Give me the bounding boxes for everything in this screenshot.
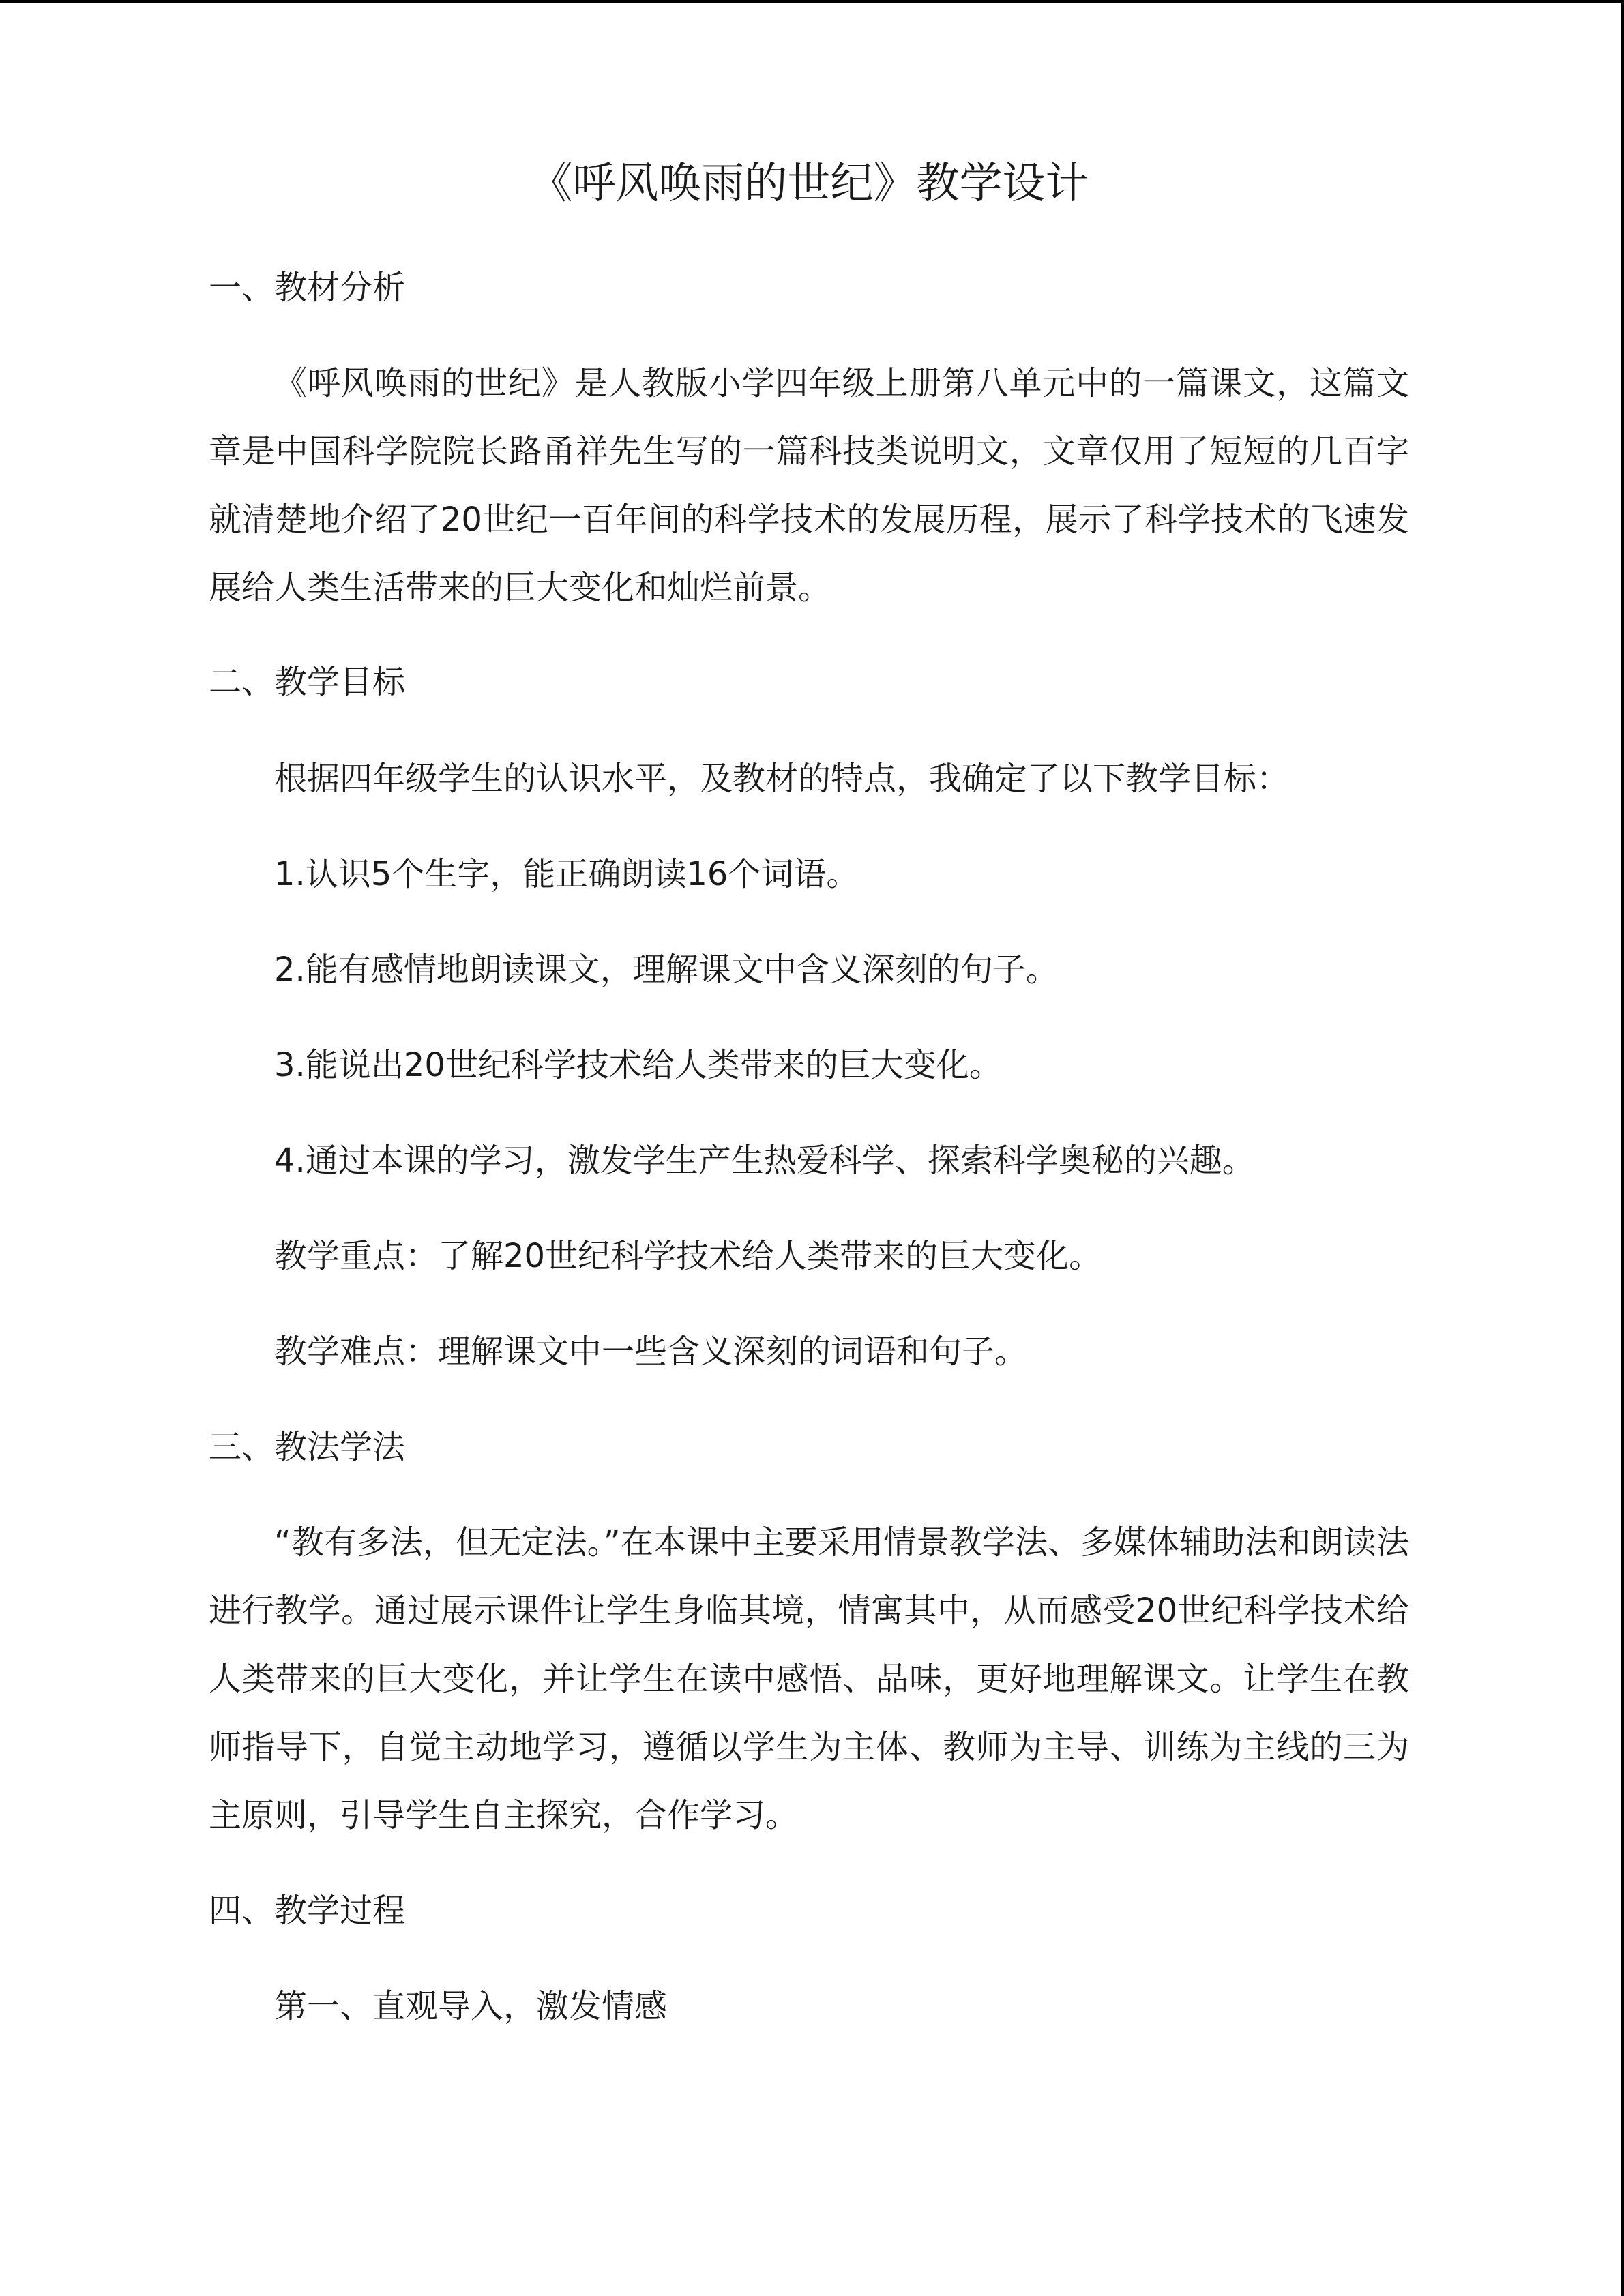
teaching-process-step: 第一、直观导入，激发情感 bbox=[274, 1987, 668, 2025]
textbook-analysis-paragraph: 《呼风唤雨的世纪》是人教版小学四年级上册第八单元中的一篇课文，这篇文章是中国科学院院长路甬祥先生写的一篇科技类说明文，文章仅用了短短的几百字就清楚地介绍了20世纪一百年间的科学技术的发展历程，展示了科学技术的飞速发展给人类生活带来的巨大变化和灿烂前景。 bbox=[209, 364, 1409, 607]
section-heading-teaching-goals: 二、教学目标 bbox=[209, 663, 406, 701]
teaching-goal-item: 2.能有感情地朗读课文，理解课文中含义深刻的句子。 bbox=[274, 951, 1059, 989]
teaching-methods-paragraph: “教有多法，但无定法。”在本课中主要采用情景教学法、多媒体辅助法和朗读法进行教学。通过展示课件让学生身临其境，情寓其中，从而感受20世纪科学技术给人类带来的巨大变化，并让学生在读中感悟、品味，更好地理解课文。让学生在教师指导下，自觉主动地学习，遵循以学生为主体、教师为主导、训练为主线的三为主原则，引导学生自主探究，合作学习。 bbox=[209, 1523, 1409, 1834]
document-title: 《呼风唤雨的世纪》教学设计 bbox=[529, 158, 1089, 208]
teaching-key-point: 教学重点：了解20世纪科学技术给人类带来的巨大变化。 bbox=[274, 1237, 1102, 1275]
teaching-goal-item: 1.认识5个生字，能正确朗读16个词语。 bbox=[274, 855, 859, 893]
teaching-goal-item: 4.通过本课的学习，激发学生产生热爱科学、探索科学奥秘的兴趣。 bbox=[274, 1142, 1255, 1180]
section-heading-teaching-process: 四、教学过程 bbox=[209, 1892, 406, 1930]
section-heading-textbook-analysis: 一、教材分析 bbox=[209, 269, 406, 307]
teaching-goals-intro: 根据四年级学生的认识水平，及教材的特点，我确定了以下教学目标： bbox=[274, 760, 1290, 798]
teaching-goal-item: 3.能说出20世纪科学技术给人类带来的巨大变化。 bbox=[274, 1046, 1002, 1084]
teaching-difficulty: 教学难点：理解课文中一些含义深刻的词语和句子。 bbox=[274, 1332, 1028, 1371]
section-heading-teaching-methods: 三、教法学法 bbox=[209, 1428, 406, 1466]
